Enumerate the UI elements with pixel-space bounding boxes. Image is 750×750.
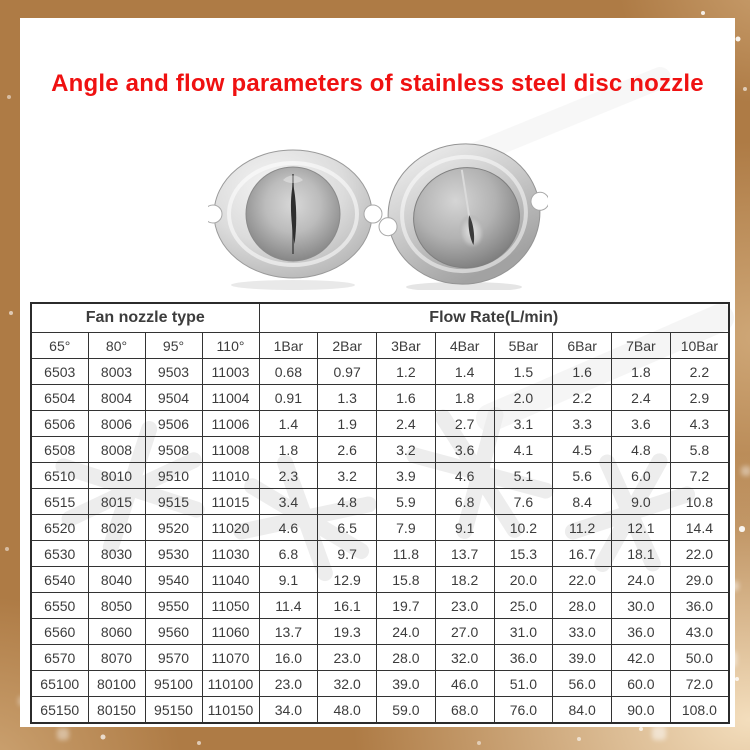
table-cell: 31.0 bbox=[494, 619, 553, 645]
table-row bbox=[31, 359, 729, 385]
column-header: 6Bar bbox=[553, 333, 612, 359]
table-cell: 13.7 bbox=[435, 541, 494, 567]
table-cell: 10.8 bbox=[670, 489, 729, 515]
table-cell: 110150 bbox=[202, 697, 259, 724]
table-cell: 11070 bbox=[202, 645, 259, 671]
table-cell: 76.0 bbox=[494, 697, 553, 724]
table-cell: 11006 bbox=[202, 411, 259, 437]
table-cell: 6.8 bbox=[259, 541, 318, 567]
table-cell: 9.1 bbox=[259, 567, 318, 593]
column-header: 2Bar bbox=[318, 333, 377, 359]
table-cell: 108.0 bbox=[670, 697, 729, 724]
table-cell: 2.7 bbox=[435, 411, 494, 437]
nozzle-front-view-image bbox=[208, 150, 382, 290]
table-cell: 7.2 bbox=[670, 463, 729, 489]
table-cell: 23.0 bbox=[318, 645, 377, 671]
product-photo bbox=[20, 138, 735, 290]
table-cell: 8.4 bbox=[553, 489, 612, 515]
table-cell: 4.3 bbox=[670, 411, 729, 437]
column-header: 65° bbox=[31, 333, 88, 359]
table-row bbox=[31, 697, 729, 724]
table-cell: 8050 bbox=[88, 593, 145, 619]
table-cell: 11030 bbox=[202, 541, 259, 567]
flow-rate-header: Flow Rate(L/min) bbox=[259, 303, 729, 333]
table-cell: 32.0 bbox=[435, 645, 494, 671]
table-row bbox=[31, 671, 729, 697]
table-cell: 11.2 bbox=[553, 515, 612, 541]
table-cell: 12.9 bbox=[318, 567, 377, 593]
table-cell: 0.91 bbox=[259, 385, 318, 411]
table-cell: 8070 bbox=[88, 645, 145, 671]
table-cell: 27.0 bbox=[435, 619, 494, 645]
table-cell: 11050 bbox=[202, 593, 259, 619]
table-cell: 9.1 bbox=[435, 515, 494, 541]
column-header: 7Bar bbox=[612, 333, 671, 359]
table-cell: 9520 bbox=[145, 515, 202, 541]
table-cell: 28.0 bbox=[553, 593, 612, 619]
table-cell: 80100 bbox=[88, 671, 145, 697]
table-cell: 11020 bbox=[202, 515, 259, 541]
fan-nozzle-type-header: Fan nozzle type bbox=[31, 303, 259, 333]
table-cell: 9503 bbox=[145, 359, 202, 385]
table-cell: 5.1 bbox=[494, 463, 553, 489]
glitter-bokeh bbox=[0, 0, 2, 2]
table-cell: 3.6 bbox=[435, 437, 494, 463]
table-cell: 2.6 bbox=[318, 437, 377, 463]
table-row bbox=[31, 593, 729, 619]
table-cell: 1.4 bbox=[435, 359, 494, 385]
table-cell: 4.8 bbox=[612, 437, 671, 463]
column-header: 4Bar bbox=[435, 333, 494, 359]
table-cell: 8030 bbox=[88, 541, 145, 567]
table-cell: 11015 bbox=[202, 489, 259, 515]
table-row bbox=[31, 541, 729, 567]
column-header: 5Bar bbox=[494, 333, 553, 359]
table-cell: 4.6 bbox=[259, 515, 318, 541]
table-cell: 2.2 bbox=[670, 359, 729, 385]
table-cell: 9550 bbox=[145, 593, 202, 619]
table-cell: 9530 bbox=[145, 541, 202, 567]
table-cell: 6.8 bbox=[435, 489, 494, 515]
table-cell: 11004 bbox=[202, 385, 259, 411]
table-cell: 11003 bbox=[202, 359, 259, 385]
table-cell: 48.0 bbox=[318, 697, 377, 724]
group-header-row bbox=[31, 303, 729, 333]
table-cell: 8003 bbox=[88, 359, 145, 385]
table-cell: 9504 bbox=[145, 385, 202, 411]
table-cell: 9560 bbox=[145, 619, 202, 645]
table-cell: 5.6 bbox=[553, 463, 612, 489]
table-cell: 2.9 bbox=[670, 385, 729, 411]
table-cell: 2.2 bbox=[553, 385, 612, 411]
table-cell: 16.0 bbox=[259, 645, 318, 671]
table-cell: 65100 bbox=[31, 671, 88, 697]
table-cell: 9515 bbox=[145, 489, 202, 515]
table-cell: 6570 bbox=[31, 645, 88, 671]
table-cell: 56.0 bbox=[553, 671, 612, 697]
table-cell: 1.6 bbox=[377, 385, 436, 411]
spec-table bbox=[30, 302, 730, 724]
table-cell: 8020 bbox=[88, 515, 145, 541]
table-cell: 6.5 bbox=[318, 515, 377, 541]
table-cell: 8015 bbox=[88, 489, 145, 515]
table-cell: 43.0 bbox=[670, 619, 729, 645]
table-cell: 12.1 bbox=[612, 515, 671, 541]
table-cell: 0.68 bbox=[259, 359, 318, 385]
table-cell: 110100 bbox=[202, 671, 259, 697]
table-cell: 95150 bbox=[145, 697, 202, 724]
table-cell: 1.8 bbox=[435, 385, 494, 411]
nozzle-tilted-view-image bbox=[369, 138, 548, 290]
table-cell: 1.6 bbox=[553, 359, 612, 385]
table-cell: 24.0 bbox=[377, 619, 436, 645]
table-cell: 7.6 bbox=[494, 489, 553, 515]
table-cell: 2.4 bbox=[377, 411, 436, 437]
table-cell: 6515 bbox=[31, 489, 88, 515]
table-cell: 6560 bbox=[31, 619, 88, 645]
spec-table-body bbox=[31, 359, 729, 724]
table-cell: 6506 bbox=[31, 411, 88, 437]
table-cell: 8060 bbox=[88, 619, 145, 645]
column-header: 10Bar bbox=[670, 333, 729, 359]
table-row bbox=[31, 411, 729, 437]
table-cell: 11010 bbox=[202, 463, 259, 489]
table-cell: 16.7 bbox=[553, 541, 612, 567]
table-cell: 4.1 bbox=[494, 437, 553, 463]
column-header: 95° bbox=[145, 333, 202, 359]
page-title: Angle and flow parameters of stainless steel disc nozzle bbox=[51, 70, 704, 97]
table-cell: 13.7 bbox=[259, 619, 318, 645]
table-row bbox=[31, 567, 729, 593]
table-cell: 3.2 bbox=[318, 463, 377, 489]
table-cell: 5.9 bbox=[377, 489, 436, 515]
table-cell: 11.8 bbox=[377, 541, 436, 567]
column-header-row bbox=[31, 333, 729, 359]
table-cell: 65150 bbox=[31, 697, 88, 724]
table-cell: 1.3 bbox=[318, 385, 377, 411]
table-cell: 18.2 bbox=[435, 567, 494, 593]
table-cell: 72.0 bbox=[670, 671, 729, 697]
table-cell: 1.8 bbox=[259, 437, 318, 463]
table-cell: 9510 bbox=[145, 463, 202, 489]
table-cell: 4.5 bbox=[553, 437, 612, 463]
table-cell: 39.0 bbox=[377, 671, 436, 697]
table-cell: 84.0 bbox=[553, 697, 612, 724]
table-cell: 34.0 bbox=[259, 697, 318, 724]
table-cell: 18.1 bbox=[612, 541, 671, 567]
table-cell: 8040 bbox=[88, 567, 145, 593]
table-cell: 46.0 bbox=[435, 671, 494, 697]
table-cell: 1.9 bbox=[318, 411, 377, 437]
table-cell: 8010 bbox=[88, 463, 145, 489]
table-cell: 6510 bbox=[31, 463, 88, 489]
table-cell: 2.3 bbox=[259, 463, 318, 489]
table-cell: 51.0 bbox=[494, 671, 553, 697]
table-row bbox=[31, 489, 729, 515]
table-cell: 6504 bbox=[31, 385, 88, 411]
table-cell: 11040 bbox=[202, 567, 259, 593]
table-cell: 3.9 bbox=[377, 463, 436, 489]
table-cell: 9506 bbox=[145, 411, 202, 437]
table-cell: 36.0 bbox=[612, 619, 671, 645]
table-cell: 8008 bbox=[88, 437, 145, 463]
table-cell: 39.0 bbox=[553, 645, 612, 671]
table-cell: 24.0 bbox=[612, 567, 671, 593]
table-cell: 4.8 bbox=[318, 489, 377, 515]
table-cell: 6508 bbox=[31, 437, 88, 463]
table-cell: 6540 bbox=[31, 567, 88, 593]
table-cell: 22.0 bbox=[553, 567, 612, 593]
table-cell: 3.6 bbox=[612, 411, 671, 437]
table-row bbox=[31, 385, 729, 411]
table-row bbox=[31, 645, 729, 671]
column-header: 3Bar bbox=[377, 333, 436, 359]
table-cell: 0.97 bbox=[318, 359, 377, 385]
table-cell: 19.3 bbox=[318, 619, 377, 645]
content-panel bbox=[20, 18, 735, 727]
table-cell: 6.0 bbox=[612, 463, 671, 489]
table-cell: 11060 bbox=[202, 619, 259, 645]
table-cell: 30.0 bbox=[612, 593, 671, 619]
table-cell: 1.8 bbox=[612, 359, 671, 385]
table-cell: 60.0 bbox=[612, 671, 671, 697]
table-cell: 8006 bbox=[88, 411, 145, 437]
table-cell: 5.8 bbox=[670, 437, 729, 463]
table-cell: 1.4 bbox=[259, 411, 318, 437]
table-cell: 32.0 bbox=[318, 671, 377, 697]
table-cell: 68.0 bbox=[435, 697, 494, 724]
table-cell: 6530 bbox=[31, 541, 88, 567]
table-cell: 6503 bbox=[31, 359, 88, 385]
table-cell: 3.4 bbox=[259, 489, 318, 515]
table-cell: 10.2 bbox=[494, 515, 553, 541]
table-cell: 95100 bbox=[145, 671, 202, 697]
table-cell: 23.0 bbox=[259, 671, 318, 697]
table-row bbox=[31, 437, 729, 463]
table-cell: 9570 bbox=[145, 645, 202, 671]
table-cell: 33.0 bbox=[553, 619, 612, 645]
table-cell: 28.0 bbox=[377, 645, 436, 671]
table-row bbox=[31, 515, 729, 541]
table-cell: 14.4 bbox=[670, 515, 729, 541]
nozzle-photos-svg bbox=[208, 138, 548, 290]
table-cell: 36.0 bbox=[670, 593, 729, 619]
table-cell: 1.2 bbox=[377, 359, 436, 385]
table-cell: 36.0 bbox=[494, 645, 553, 671]
table-cell: 9540 bbox=[145, 567, 202, 593]
table-cell: 6520 bbox=[31, 515, 88, 541]
table-cell: 4.6 bbox=[435, 463, 494, 489]
table-cell: 9.0 bbox=[612, 489, 671, 515]
table-cell: 11008 bbox=[202, 437, 259, 463]
column-header: 1Bar bbox=[259, 333, 318, 359]
table-row bbox=[31, 619, 729, 645]
column-header: 110° bbox=[202, 333, 259, 359]
table-cell: 1.5 bbox=[494, 359, 553, 385]
table-cell: 6550 bbox=[31, 593, 88, 619]
table-cell: 90.0 bbox=[612, 697, 671, 724]
table-cell: 23.0 bbox=[435, 593, 494, 619]
table-cell: 22.0 bbox=[670, 541, 729, 567]
table-cell: 20.0 bbox=[494, 567, 553, 593]
table-cell: 7.9 bbox=[377, 515, 436, 541]
table-cell: 2.0 bbox=[494, 385, 553, 411]
table-cell: 2.4 bbox=[612, 385, 671, 411]
table-cell: 16.1 bbox=[318, 593, 377, 619]
table-cell: 9508 bbox=[145, 437, 202, 463]
table-cell: 9.7 bbox=[318, 541, 377, 567]
table-cell: 3.1 bbox=[494, 411, 553, 437]
spec-table-wrap bbox=[30, 302, 730, 724]
table-cell: 15.8 bbox=[377, 567, 436, 593]
column-header: 80° bbox=[88, 333, 145, 359]
table-cell: 29.0 bbox=[670, 567, 729, 593]
table-cell: 11.4 bbox=[259, 593, 318, 619]
table-cell: 8004 bbox=[88, 385, 145, 411]
table-cell: 3.2 bbox=[377, 437, 436, 463]
table-cell: 25.0 bbox=[494, 593, 553, 619]
table-cell: 50.0 bbox=[670, 645, 729, 671]
table-row bbox=[31, 463, 729, 489]
table-cell: 59.0 bbox=[377, 697, 436, 724]
table-cell: 3.3 bbox=[553, 411, 612, 437]
table-cell: 15.3 bbox=[494, 541, 553, 567]
table-cell: 19.7 bbox=[377, 593, 436, 619]
table-cell: 42.0 bbox=[612, 645, 671, 671]
table-cell: 80150 bbox=[88, 697, 145, 724]
